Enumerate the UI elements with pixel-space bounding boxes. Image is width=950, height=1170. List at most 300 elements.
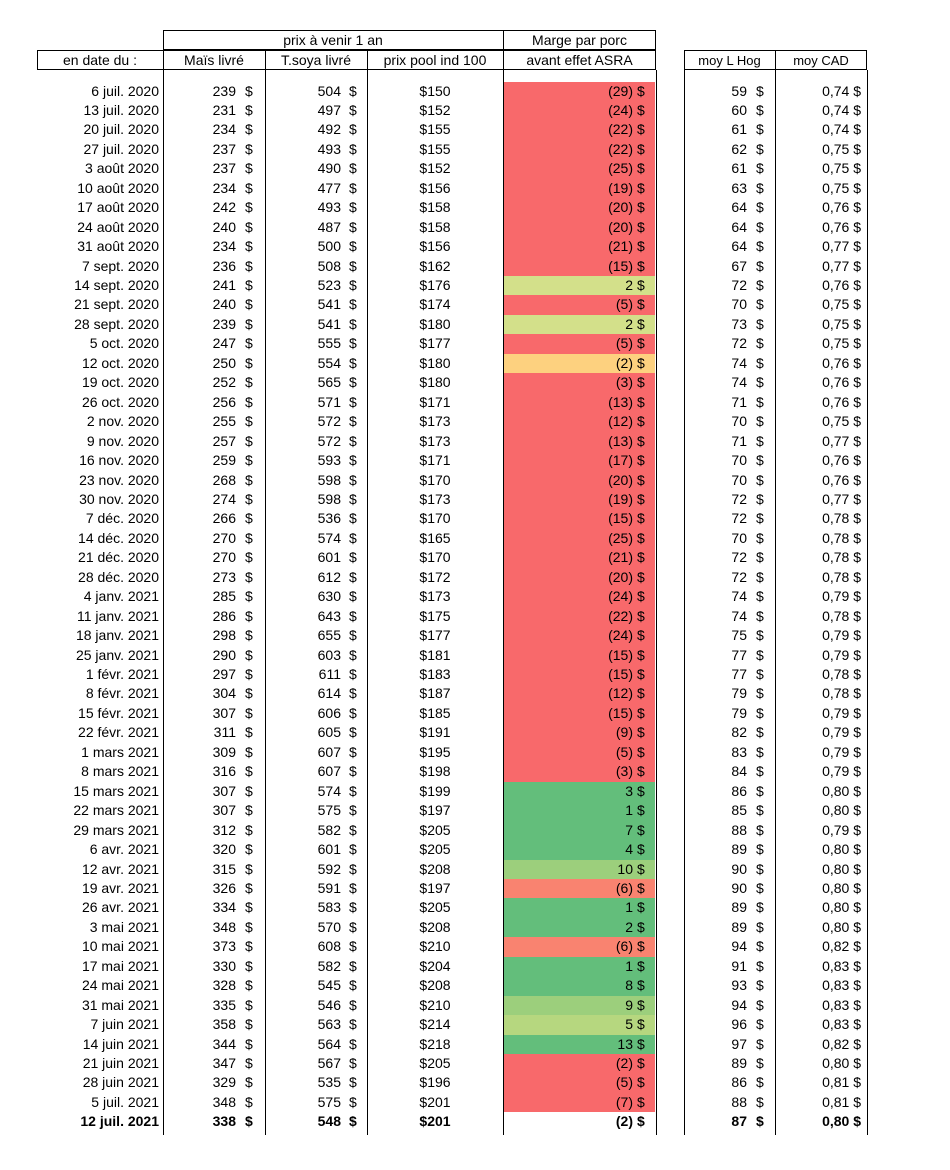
cell-date: 25 janv. 2021 <box>75 646 159 663</box>
cell-pool: $155 <box>419 140 451 157</box>
cell-pool: $171 <box>419 393 451 410</box>
cell-soya: 643 <box>317 607 341 624</box>
cell-cad: 0,74 $ <box>822 82 861 99</box>
dollar-sign-hog: $ <box>756 471 764 488</box>
dollar-sign-margin: $ <box>637 860 645 877</box>
cell-cad: 0,80 $ <box>822 1113 861 1130</box>
cell-cad: 0,76 $ <box>822 452 861 469</box>
cell-mais: 256 <box>212 393 236 410</box>
cell-soya: 601 <box>317 841 341 858</box>
dollar-sign-margin: $ <box>637 101 645 118</box>
cell-mais: 285 <box>212 588 236 605</box>
dollar-sign-hog: $ <box>756 277 764 293</box>
cell-cad: 0,83 $ <box>822 996 861 1013</box>
dollar-sign-margin: $ <box>637 646 645 663</box>
dollar-sign-mais: $ <box>245 607 253 624</box>
cell-hog: 70 <box>731 452 747 469</box>
cell-mais: 328 <box>212 977 236 994</box>
cell-date: 5 juil. 2021 <box>91 1093 159 1110</box>
cell-mais: 255 <box>212 413 236 430</box>
cell-cad: 0,80 $ <box>822 899 861 916</box>
cell-mais: 344 <box>212 1035 236 1052</box>
cell-margin: (21) <box>608 549 633 566</box>
cell-hog: 64 <box>731 199 747 216</box>
dollar-sign-hog: $ <box>756 179 764 196</box>
cell-cad: 0,75 $ <box>822 179 861 196</box>
cell-soya: 570 <box>317 918 341 935</box>
cell-hog: 62 <box>731 140 747 157</box>
cell-mais: 373 <box>212 938 236 955</box>
cell-margin: (24) <box>608 588 633 605</box>
dollar-sign-mais: $ <box>245 763 253 780</box>
dollar-sign-soya: $ <box>349 821 357 838</box>
cell-soya: 541 <box>317 315 341 332</box>
dollar-sign-mais: $ <box>245 743 253 760</box>
cell-hog: 96 <box>731 1016 747 1033</box>
dollar-sign-hog: $ <box>756 218 764 235</box>
cell-margin: (2) <box>615 1055 633 1071</box>
cell-soya: 548 <box>317 1113 341 1130</box>
dollar-sign-hog: $ <box>756 977 764 994</box>
cell-hog: 74 <box>731 607 747 624</box>
dollar-sign-margin: $ <box>637 471 645 488</box>
dollar-sign-mais: $ <box>245 238 253 255</box>
dollar-sign-soya: $ <box>349 802 357 819</box>
cell-cad: 0,79 $ <box>822 763 861 780</box>
cell-pool: $208 <box>419 860 451 877</box>
cell-mais: 240 <box>212 296 236 313</box>
cell-soya: 571 <box>317 393 341 410</box>
cell-mais: 311 <box>213 724 236 741</box>
cell-pool: $173 <box>419 432 451 449</box>
cell-hog: 82 <box>731 724 747 741</box>
dollar-sign-soya: $ <box>349 957 357 974</box>
dollar-sign-mais: $ <box>245 627 253 644</box>
cell-pool: $165 <box>419 529 451 546</box>
dollar-sign-soya: $ <box>349 296 357 313</box>
cell-mais: 312 <box>212 821 236 838</box>
dollar-sign-margin: $ <box>637 315 645 332</box>
dollar-sign-soya: $ <box>349 471 357 488</box>
cell-hog: 74 <box>731 374 747 391</box>
cell-mais: 309 <box>212 743 236 760</box>
cell-cad: 0,75 $ <box>822 335 861 352</box>
dollar-sign-margin: $ <box>637 1035 645 1052</box>
cell-date: 10 août 2020 <box>77 179 159 196</box>
dollar-sign-margin: $ <box>637 238 645 255</box>
cell-margin: 8 <box>625 977 633 994</box>
cell-soya: 601 <box>317 549 341 566</box>
cell-mais: 335 <box>212 996 236 1013</box>
body-line-margin-right <box>656 70 657 1135</box>
cell-soya: 565 <box>317 374 341 391</box>
dollar-sign-hog: $ <box>756 335 764 352</box>
cell-mais: 257 <box>212 432 236 449</box>
cell-mais: 297 <box>212 666 236 682</box>
cell-pool: $173 <box>419 413 451 430</box>
cell-cad: 0,80 $ <box>822 782 861 799</box>
cell-hog: 94 <box>731 938 747 955</box>
cell-date: 16 nov. 2020 <box>79 452 159 469</box>
cell-mais: 252 <box>212 374 236 391</box>
cell-hog: 59 <box>731 82 747 99</box>
dollar-sign-mais: $ <box>245 685 253 702</box>
cell-pool: $210 <box>419 996 451 1013</box>
cell-date: 17 août 2020 <box>77 199 159 216</box>
cell-soya: 487 <box>317 218 341 235</box>
dollar-sign-hog: $ <box>756 607 764 624</box>
dollar-sign-soya: $ <box>349 510 357 527</box>
cell-date: 11 janv. 2021 <box>77 607 159 624</box>
dollar-sign-margin: $ <box>637 588 645 605</box>
cell-margin: (2) <box>615 354 633 371</box>
cell-margin: (5) <box>615 1074 633 1091</box>
dollar-sign-soya: $ <box>349 1055 357 1071</box>
dollar-sign-hog: $ <box>756 568 764 585</box>
cell-margin: (12) <box>608 685 633 702</box>
cell-soya: 630 <box>317 588 341 605</box>
cell-cad: 0,75 $ <box>822 296 861 313</box>
cell-mais: 239 <box>212 315 236 332</box>
dollar-sign-margin: $ <box>637 821 645 838</box>
cell-cad: 0,75 $ <box>822 413 861 430</box>
dollar-sign-margin: $ <box>637 938 645 955</box>
dollar-sign-hog: $ <box>756 918 764 935</box>
dollar-sign-mais: $ <box>245 218 253 235</box>
dollar-sign-mais: $ <box>245 121 253 138</box>
cell-cad: 0,79 $ <box>822 821 861 838</box>
cell-soya: 655 <box>317 627 341 644</box>
cell-soya: 563 <box>317 1016 341 1033</box>
dollar-sign-hog: $ <box>756 490 764 507</box>
dollar-sign-mais: $ <box>245 432 253 449</box>
cell-margin: 3 <box>625 782 633 799</box>
dollar-sign-mais: $ <box>245 335 253 352</box>
cell-cad: 0,76 $ <box>822 354 861 371</box>
dollar-sign-soya: $ <box>349 724 357 741</box>
cell-date: 14 juin 2021 <box>82 1035 159 1052</box>
dollar-sign-mais: $ <box>245 724 253 741</box>
dollar-sign-margin: $ <box>637 335 645 352</box>
cell-hog: 77 <box>731 646 747 663</box>
dollar-sign-margin: $ <box>637 841 645 858</box>
cell-soya: 574 <box>317 529 341 546</box>
cell-mais: 242 <box>212 199 236 216</box>
cell-cad: 0,82 $ <box>822 938 861 955</box>
dollar-sign-mais: $ <box>245 82 253 99</box>
dollar-sign-soya: $ <box>349 393 357 410</box>
dollar-sign-hog: $ <box>756 393 764 410</box>
dollar-sign-margin: $ <box>637 452 645 469</box>
cell-hog: 72 <box>731 510 747 527</box>
cell-date: 28 juin 2021 <box>82 1074 159 1091</box>
dollar-sign-margin: $ <box>637 743 645 760</box>
dollar-sign-mais: $ <box>245 277 253 293</box>
cell-date: 7 sept. 2020 <box>81 257 159 274</box>
cell-soya: 493 <box>317 140 341 157</box>
header-pool: prix pool ind 100 <box>383 52 487 68</box>
cell-margin: 1 <box>625 957 633 974</box>
cell-margin: 10 <box>617 860 633 877</box>
cell-date: 14 déc. 2020 <box>78 529 159 546</box>
dollar-sign-mais: $ <box>245 452 253 469</box>
dollar-sign-hog: $ <box>756 315 764 332</box>
cell-hog: 74 <box>731 588 747 605</box>
cell-pool: $191 <box>419 724 451 741</box>
cell-hog: 89 <box>731 918 747 935</box>
cell-mais: 307 <box>212 782 236 799</box>
cell-margin: (15) <box>608 666 633 682</box>
cell-pool: $170 <box>419 510 451 527</box>
cell-cad: 0,75 $ <box>822 160 861 177</box>
cell-mais: 307 <box>212 704 236 721</box>
cell-pool: $158 <box>419 199 451 216</box>
dollar-sign-margin: $ <box>637 121 645 138</box>
dollar-sign-mais: $ <box>245 393 253 410</box>
cell-pool: $155 <box>419 121 451 138</box>
cell-mais: 307 <box>212 802 236 819</box>
cell-hog: 90 <box>731 860 747 877</box>
cell-margin: (15) <box>608 646 633 663</box>
cell-margin: (12) <box>608 413 633 430</box>
dollar-sign-mais: $ <box>245 899 253 916</box>
cell-margin: 13 <box>617 1035 633 1052</box>
cell-hog: 85 <box>731 802 747 819</box>
dollar-sign-margin: $ <box>637 82 645 99</box>
dollar-sign-soya: $ <box>349 938 357 955</box>
cell-soya: 493 <box>317 199 341 216</box>
cell-pool: $158 <box>419 218 451 235</box>
cell-hog: 64 <box>731 218 747 235</box>
cell-mais: 241 <box>212 277 236 293</box>
cell-date: 27 juil. 2020 <box>83 140 159 157</box>
dollar-sign-hog: $ <box>756 996 764 1013</box>
cell-margin: (22) <box>608 140 633 157</box>
cell-soya: 605 <box>317 724 341 741</box>
cell-pool: $171 <box>419 452 451 469</box>
dollar-sign-margin: $ <box>637 179 645 196</box>
cell-date: 6 juil. 2020 <box>91 82 159 99</box>
cell-date: 12 avr. 2021 <box>81 860 159 877</box>
dollar-sign-mais: $ <box>245 938 253 955</box>
dollar-sign-hog: $ <box>756 257 764 274</box>
cell-mais: 234 <box>212 179 236 196</box>
dollar-sign-mais: $ <box>245 471 253 488</box>
dollar-sign-soya: $ <box>349 977 357 994</box>
cell-margin: (29) <box>608 82 633 99</box>
dollar-sign-hog: $ <box>756 121 764 138</box>
cell-soya: 592 <box>317 860 341 877</box>
cell-soya: 574 <box>317 782 341 799</box>
cell-soya: 607 <box>317 763 341 780</box>
cell-soya: 546 <box>317 996 341 1013</box>
dollar-sign-hog: $ <box>756 763 764 780</box>
dollar-sign-soya: $ <box>349 899 357 916</box>
cell-cad: 0,83 $ <box>822 1016 861 1033</box>
cell-cad: 0,76 $ <box>822 277 861 293</box>
dollar-sign-margin: $ <box>637 393 645 410</box>
cell-hog: 84 <box>731 763 747 780</box>
cell-pool: $174 <box>419 296 451 313</box>
cell-soya: 567 <box>317 1055 341 1071</box>
dollar-sign-soya: $ <box>349 490 357 507</box>
cell-date: 22 févr. 2021 <box>78 724 159 741</box>
dollar-sign-margin: $ <box>637 199 645 216</box>
dollar-sign-soya: $ <box>349 782 357 799</box>
cell-cad: 0,76 $ <box>822 218 861 235</box>
dollar-sign-margin: $ <box>637 782 645 799</box>
dollar-sign-mais: $ <box>245 510 253 527</box>
dollar-sign-soya: $ <box>349 627 357 644</box>
body-line-cad-right <box>867 70 868 1135</box>
cell-hog: 64 <box>731 238 747 255</box>
dollar-sign-hog: $ <box>756 841 764 858</box>
cell-date: 12 juil. 2021 <box>80 1113 159 1130</box>
dollar-sign-soya: $ <box>349 918 357 935</box>
dollar-sign-margin: $ <box>637 257 645 274</box>
cell-date: 20 juil. 2020 <box>83 121 159 138</box>
dollar-sign-hog: $ <box>756 821 764 838</box>
cell-hog: 60 <box>731 101 747 118</box>
cell-mais: 250 <box>212 354 236 371</box>
header-mais: Maïs livré <box>184 52 244 68</box>
cell-margin: (9) <box>615 724 633 741</box>
cell-cad: 0,77 $ <box>822 257 861 274</box>
dollar-sign-hog: $ <box>756 199 764 216</box>
cell-soya: 612 <box>317 568 341 585</box>
dollar-sign-mais: $ <box>245 977 253 994</box>
dollar-sign-soya: $ <box>349 413 357 430</box>
cell-margin: (24) <box>608 627 633 644</box>
cell-date: 19 oct. 2020 <box>81 374 159 391</box>
cell-soya: 614 <box>317 685 341 702</box>
cell-cad: 0,75 $ <box>822 140 861 157</box>
cell-soya: 508 <box>317 257 341 274</box>
dollar-sign-margin: $ <box>637 529 645 546</box>
cell-cad: 0,79 $ <box>822 588 861 605</box>
header-hog: moy L Hog <box>698 53 761 68</box>
cell-margin: (7) <box>615 1093 633 1110</box>
dollar-sign-hog: $ <box>756 510 764 527</box>
dollar-sign-soya: $ <box>349 121 357 138</box>
cell-cad: 0,81 $ <box>822 1074 861 1091</box>
dollar-sign-soya: $ <box>349 101 357 118</box>
cell-soya: 575 <box>317 802 341 819</box>
dollar-sign-soya: $ <box>349 432 357 449</box>
dollar-sign-mais: $ <box>245 529 253 546</box>
cell-mais: 231 <box>212 101 236 118</box>
cell-date: 4 janv. 2021 <box>83 588 159 605</box>
cell-mais: 315 <box>212 860 236 877</box>
dollar-sign-mais: $ <box>245 782 253 799</box>
cell-date: 17 mai 2021 <box>81 957 159 974</box>
cell-cad: 0,80 $ <box>822 860 861 877</box>
dollar-sign-hog: $ <box>756 957 764 974</box>
dollar-sign-hog: $ <box>756 296 764 313</box>
dollar-sign-soya: $ <box>349 374 357 391</box>
cell-date: 18 janv. 2021 <box>75 627 159 644</box>
cell-soya: 603 <box>317 646 341 663</box>
cell-mais: 286 <box>212 607 236 624</box>
cell-pool: $205 <box>419 1055 451 1071</box>
dollar-sign-mais: $ <box>245 918 253 935</box>
cell-hog: 71 <box>731 432 747 449</box>
cell-soya: 523 <box>317 277 341 293</box>
dollar-sign-mais: $ <box>245 957 253 974</box>
dollar-sign-soya: $ <box>349 685 357 702</box>
cell-hog: 70 <box>731 529 747 546</box>
dollar-sign-mais: $ <box>245 1113 253 1130</box>
cell-soya: 536 <box>317 510 341 527</box>
cell-cad: 0,81 $ <box>822 1093 861 1110</box>
cell-hog: 97 <box>731 1035 747 1052</box>
cell-date: 3 août 2020 <box>85 160 159 177</box>
cell-date: 7 déc. 2020 <box>85 510 159 527</box>
cell-soya: 555 <box>317 335 341 352</box>
cell-hog: 71 <box>731 393 747 410</box>
cell-margin: (22) <box>608 121 633 138</box>
cell-mais: 273 <box>212 568 236 585</box>
dollar-sign-mais: $ <box>245 860 253 877</box>
cell-hog: 75 <box>731 627 747 644</box>
cell-hog: 94 <box>731 996 747 1013</box>
cell-mais: 334 <box>212 899 236 916</box>
dollar-sign-hog: $ <box>756 160 764 177</box>
cell-hog: 87 <box>731 1113 747 1130</box>
cell-date: 30 nov. 2020 <box>79 490 159 507</box>
cell-date: 26 oct. 2020 <box>81 393 159 410</box>
dollar-sign-soya: $ <box>349 879 357 896</box>
dollar-sign-hog: $ <box>756 879 764 896</box>
dollar-sign-mais: $ <box>245 704 253 721</box>
cell-soya: 541 <box>317 296 341 313</box>
cell-margin: (20) <box>608 471 633 488</box>
dollar-sign-soya: $ <box>349 568 357 585</box>
cell-hog: 93 <box>731 977 747 994</box>
dollar-sign-margin: $ <box>637 568 645 585</box>
cell-pool: $205 <box>419 899 451 916</box>
dollar-sign-soya: $ <box>349 549 357 566</box>
dollar-sign-mais: $ <box>245 374 253 391</box>
cell-mais: 358 <box>212 1016 236 1033</box>
cell-margin: (13) <box>608 432 633 449</box>
cell-cad: 0,76 $ <box>822 199 861 216</box>
cell-mais: 266 <box>212 510 236 527</box>
dollar-sign-hog: $ <box>756 354 764 371</box>
dollar-sign-margin: $ <box>637 510 645 527</box>
cell-mais: 240 <box>212 218 236 235</box>
cell-cad: 0,78 $ <box>822 549 861 566</box>
dollar-sign-soya: $ <box>349 704 357 721</box>
cell-hog: 89 <box>731 899 747 916</box>
cell-soya: 477 <box>317 179 341 196</box>
cell-hog: 61 <box>731 160 747 177</box>
header-margin-line2: avant effet ASRA <box>526 52 633 68</box>
cell-pool: $208 <box>419 918 451 935</box>
cell-mais: 330 <box>212 957 236 974</box>
dollar-sign-margin: $ <box>637 218 645 235</box>
cell-margin: (2) <box>615 1113 633 1130</box>
dollar-sign-margin: $ <box>637 607 645 624</box>
cell-cad: 0,78 $ <box>822 607 861 624</box>
cell-pool: $183 <box>419 666 451 682</box>
dollar-sign-margin: $ <box>637 296 645 313</box>
cell-mais: 338 <box>212 1113 236 1130</box>
cell-hog: 89 <box>731 841 747 858</box>
cell-date: 28 sept. 2020 <box>74 315 159 332</box>
cell-margin: (15) <box>608 510 633 527</box>
dollar-sign-hog: $ <box>756 432 764 449</box>
